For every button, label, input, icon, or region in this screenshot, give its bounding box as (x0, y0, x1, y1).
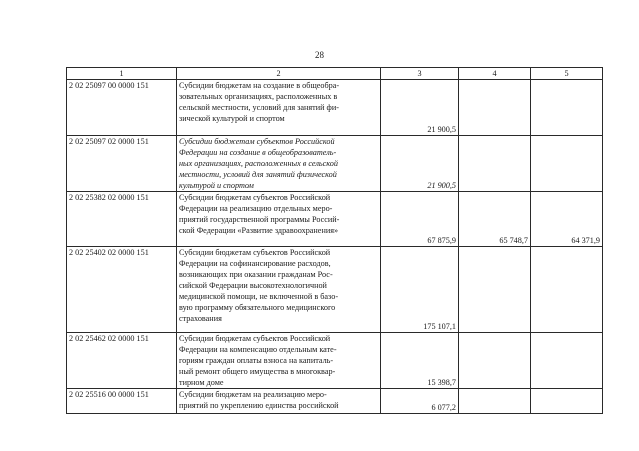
column-number-4: 4 (459, 68, 531, 80)
revenue-description (177, 80, 381, 136)
description-line: Субсидии бюджетам субъектов Российской (179, 334, 331, 343)
column-number-3: 3 (381, 68, 459, 80)
table-row (67, 333, 603, 389)
description-line: страхования (179, 314, 222, 323)
column-number-5: 5 (531, 68, 603, 80)
amount-col3: 21 900,5 (381, 80, 459, 136)
budget-classification-code: 2 02 25402 02 0000 151 (67, 247, 177, 333)
description-line: зовательных организациях, расположенных в (179, 92, 338, 101)
description-line: возникающих при оказании гражданам Рос- (179, 270, 333, 279)
amount-col3: 6 077,2 (381, 389, 459, 414)
description-line: ный ремонт общего имущества в многоквар- (179, 367, 336, 376)
description-line: Субсидии бюджетам на создание в общеобра- (179, 81, 340, 90)
description-line: гориям граждан оплаты взноса на капиталь- (179, 356, 334, 365)
amount-col5: 64 371,9 (531, 192, 603, 247)
description-line: Субсидии бюджетам субъектов Российской (179, 137, 335, 146)
description-line: ской Федерации «Развитие здравоохранения» (179, 226, 339, 235)
description-line: культурой и спортом (179, 181, 254, 190)
amount-col4: 65 748,7 (459, 192, 531, 247)
table-row (67, 80, 603, 136)
budget-classification-code: 2 02 25097 02 0000 151 (67, 136, 177, 192)
description-line: Федерации на компенсацию отдельным кате- (179, 345, 337, 354)
table-row (67, 136, 603, 192)
amount-col5 (531, 333, 603, 389)
amount-col4 (459, 389, 531, 414)
budget-classification-code: 2 02 25382 02 0000 151 (67, 192, 177, 247)
column-number-2: 2 (177, 68, 381, 80)
revenue-description (177, 247, 381, 333)
budget-classification-code: 2 02 25462 02 0000 151 (67, 333, 177, 389)
revenue-description (177, 333, 381, 389)
description-line: тирном доме (179, 378, 224, 387)
amount-col4 (459, 136, 531, 192)
description-line: Федерации на софинансирование расходов, (179, 259, 331, 268)
amount-col5 (531, 136, 603, 192)
amount-col3: 15 398,7 (381, 333, 459, 389)
description-line: ных организациях, расположенных в сельской (179, 159, 338, 168)
budget-classification-code: 2 02 25516 00 0000 151 (67, 389, 177, 414)
budget-revenue-table (66, 67, 603, 414)
amount-col4 (459, 333, 531, 389)
description-line: приятий по укреплению единства российской (179, 401, 339, 410)
table-row (67, 389, 603, 414)
description-line: сельской местности, условий для занятий фи- (179, 103, 339, 112)
amount-col4 (459, 80, 531, 136)
description-line: приятий государственной программы Россий- (179, 215, 340, 224)
description-line: Субсидии бюджетам субъектов Российской (179, 248, 331, 257)
description-line: медицинской помощи, не включенной в базо- (179, 292, 339, 301)
column-number-row (67, 68, 603, 80)
table-row (67, 247, 603, 333)
page-number: 28 (315, 50, 324, 60)
amount-col5 (531, 80, 603, 136)
column-number-1: 1 (67, 68, 177, 80)
revenue-description (177, 136, 381, 192)
description-line: Субсидии бюджетам на реализацию меро- (179, 390, 327, 399)
amount-col5 (531, 389, 603, 414)
description-line: зической культурой и спортом (179, 114, 285, 123)
amount-col3: 21 900,5 (381, 136, 459, 192)
revenue-description (177, 389, 381, 414)
description-line: сийской Федерации высокотехнологичной (179, 281, 327, 290)
description-line: местности, условий для занятий физической (179, 170, 337, 179)
amount-col3: 67 875,9 (381, 192, 459, 247)
table-row (67, 192, 603, 247)
revenue-description (177, 192, 381, 247)
budget-classification-code: 2 02 25097 00 0000 151 (67, 80, 177, 136)
amount-col4 (459, 247, 531, 333)
amount-col5 (531, 247, 603, 333)
description-line: Субсидии бюджетам субъектов Российской (179, 193, 331, 202)
description-line: Федерации на реализацию отдельных меро- (179, 204, 333, 213)
description-line: Федерации на создание в общеобразователь- (179, 148, 337, 157)
description-line: вую программу обязательного медицинского (179, 303, 336, 312)
amount-col3: 175 107,1 (381, 247, 459, 333)
